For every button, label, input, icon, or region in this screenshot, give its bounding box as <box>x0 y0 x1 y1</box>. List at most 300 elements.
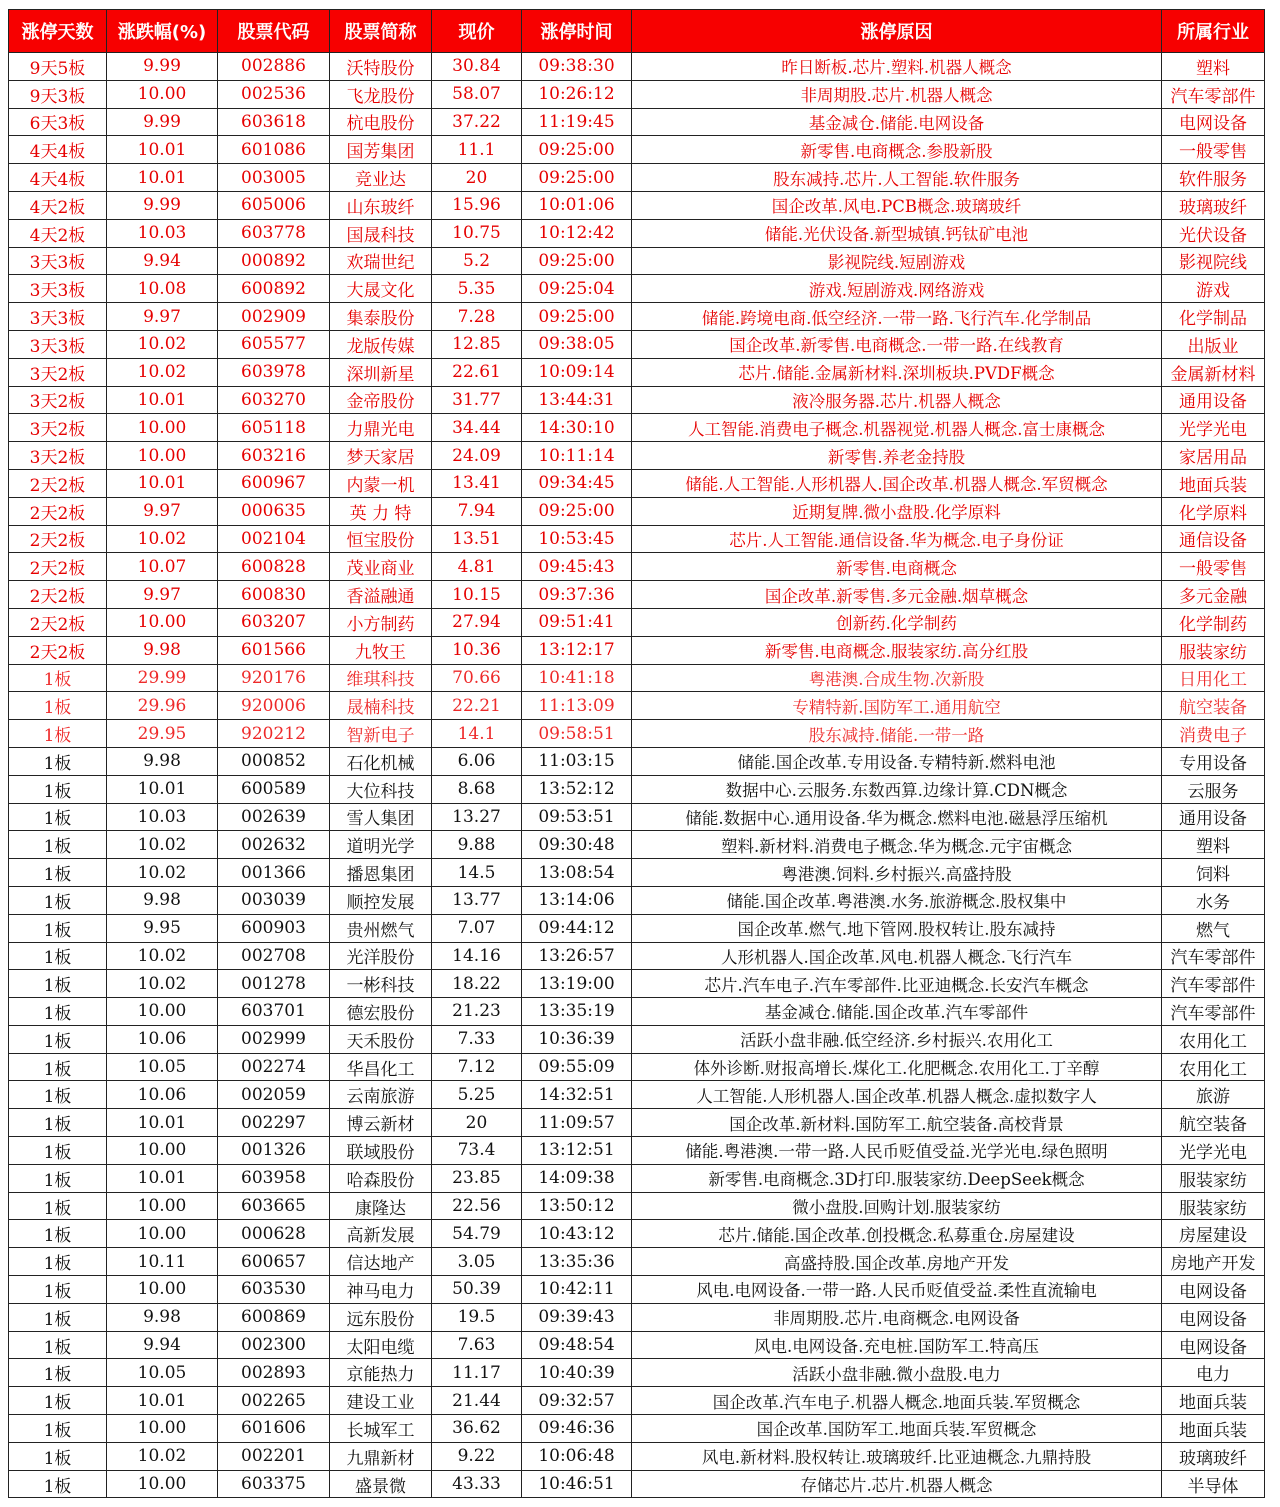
stock-code-cell: 603270 <box>218 386 330 414</box>
change-pct-cell: 10.01 <box>107 775 218 803</box>
change-pct-cell: 9.99 <box>107 191 218 219</box>
limit-days-cell: 1板 <box>9 914 107 942</box>
stock-name-cell: 飞龙股份 <box>330 80 432 108</box>
reason-cell: 昨日断板.芯片.塑料.机器人概念 <box>632 53 1162 81</box>
change-pct-cell: 10.00 <box>107 1137 218 1165</box>
price-cell: 5.25 <box>432 1081 522 1109</box>
stock-name-cell: 石化机械 <box>330 747 432 775</box>
change-pct-cell: 9.94 <box>107 1331 218 1359</box>
stock-name-cell: 国晟科技 <box>330 219 432 247</box>
reason-cell: 活跃小盘非融.低空经济.乡村振兴.农用化工 <box>632 1025 1162 1053</box>
industry-cell: 影视院线 <box>1162 247 1265 275</box>
col-header-price: 现价 <box>432 10 522 53</box>
price-cell: 31.77 <box>432 386 522 414</box>
price-cell: 7.12 <box>432 1053 522 1081</box>
table-row <box>9 1053 1265 1081</box>
reason-cell: 专精特新.国防军工.通用航空 <box>632 692 1162 720</box>
limit-days-cell: 2天2板 <box>9 469 107 497</box>
reason-cell: 国企改革.新材料.国防军工.航空装备.高校背景 <box>632 1109 1162 1137</box>
industry-cell: 一般零售 <box>1162 136 1265 164</box>
limit-time-cell: 09:25:00 <box>522 136 632 164</box>
stock-name-cell: 盛景微 <box>330 1470 432 1498</box>
change-pct-cell: 10.02 <box>107 831 218 859</box>
stock-name-cell: 小方制药 <box>330 608 432 636</box>
limit-time-cell: 13:08:54 <box>522 859 632 887</box>
stock-name-cell: 龙版传媒 <box>330 330 432 358</box>
change-pct-cell: 9.94 <box>107 247 218 275</box>
reason-cell: 国企改革.新零售.电商概念.一带一路.在线教育 <box>632 330 1162 358</box>
limit-days-cell: 1板 <box>9 1192 107 1220</box>
stock-code-cell: 002999 <box>218 1025 330 1053</box>
limit-days-cell: 1板 <box>9 831 107 859</box>
table-row <box>9 1248 1265 1276</box>
limit-days-cell: 1板 <box>9 1220 107 1248</box>
limit-time-cell: 10:11:14 <box>522 442 632 470</box>
industry-cell: 塑料 <box>1162 831 1265 859</box>
col-header-industry: 所属行业 <box>1162 10 1265 53</box>
limit-time-cell: 09:53:51 <box>522 803 632 831</box>
limit-days-cell: 9天3板 <box>9 80 107 108</box>
stock-code-cell: 603530 <box>218 1276 330 1304</box>
limit-time-cell: 09:44:12 <box>522 914 632 942</box>
limit-days-cell: 1板 <box>9 970 107 998</box>
limit-time-cell: 10:12:42 <box>522 219 632 247</box>
stock-code-cell: 600657 <box>218 1248 330 1276</box>
price-cell: 21.23 <box>432 998 522 1026</box>
limit-days-cell: 4天2板 <box>9 219 107 247</box>
change-pct-cell: 10.01 <box>107 386 218 414</box>
stock-name-cell: 高新发展 <box>330 1220 432 1248</box>
limit-days-cell: 3天2板 <box>9 442 107 470</box>
change-pct-cell: 10.06 <box>107 1025 218 1053</box>
stock-name-cell: 天禾股份 <box>330 1025 432 1053</box>
stock-name-cell: 一彬科技 <box>330 970 432 998</box>
reason-cell: 体外诊断.财报高增长.煤化工.化肥概念.农用化工.丁辛醇 <box>632 1053 1162 1081</box>
table-row <box>9 1359 1265 1387</box>
limit-time-cell: 13:35:36 <box>522 1248 632 1276</box>
stock-code-cell: 600892 <box>218 275 330 303</box>
limit-days-cell: 1板 <box>9 747 107 775</box>
industry-cell: 服装家纺 <box>1162 1192 1265 1220</box>
industry-cell: 电力 <box>1162 1359 1265 1387</box>
change-pct-cell: 10.00 <box>107 1470 218 1498</box>
industry-cell: 玻璃玻纤 <box>1162 191 1265 219</box>
stock-name-cell: 欢瑞世纪 <box>330 247 432 275</box>
price-cell: 13.27 <box>432 803 522 831</box>
stock-code-cell: 605118 <box>218 414 330 442</box>
change-pct-cell: 10.02 <box>107 1442 218 1470</box>
change-pct-cell: 10.01 <box>107 1164 218 1192</box>
limit-time-cell: 10:43:12 <box>522 1220 632 1248</box>
price-cell: 15.96 <box>432 191 522 219</box>
reason-cell: 股东减持.储能.一带一路 <box>632 720 1162 748</box>
table-row <box>9 386 1265 414</box>
col-header-reason: 涨停原因 <box>632 10 1162 53</box>
limit-time-cell: 10:46:51 <box>522 1470 632 1498</box>
limit-time-cell: 14:30:10 <box>522 414 632 442</box>
price-cell: 70.66 <box>432 664 522 692</box>
limit-days-cell: 1板 <box>9 803 107 831</box>
reason-cell: 非周期股.芯片.机器人概念 <box>632 80 1162 108</box>
table-row <box>9 80 1265 108</box>
price-cell: 43.33 <box>432 1470 522 1498</box>
limit-days-cell: 1板 <box>9 1303 107 1331</box>
price-cell: 8.68 <box>432 775 522 803</box>
price-cell: 10.75 <box>432 219 522 247</box>
reason-cell: 游戏.短剧游戏.网络游戏 <box>632 275 1162 303</box>
limit-time-cell: 14:09:38 <box>522 1164 632 1192</box>
limit-days-cell: 1板 <box>9 664 107 692</box>
stock-code-cell: 920212 <box>218 720 330 748</box>
price-cell: 27.94 <box>432 608 522 636</box>
stock-code-cell: 603207 <box>218 608 330 636</box>
limit-time-cell: 10:26:12 <box>522 80 632 108</box>
reason-cell: 风电.电网设备.充电桩.国防军工.特高压 <box>632 1331 1162 1359</box>
change-pct-cell: 10.02 <box>107 330 218 358</box>
price-cell: 73.4 <box>432 1137 522 1165</box>
limit-days-cell: 3天3板 <box>9 247 107 275</box>
table-row <box>9 497 1265 525</box>
stock-code-cell: 002893 <box>218 1359 330 1387</box>
table-row <box>9 1137 1265 1165</box>
stock-name-cell: 大位科技 <box>330 775 432 803</box>
stock-name-cell: 贵州燃气 <box>330 914 432 942</box>
stock-name-cell: 沃特股份 <box>330 53 432 81</box>
limit-days-cell: 1板 <box>9 942 107 970</box>
limit-time-cell: 11:09:57 <box>522 1109 632 1137</box>
limit-days-cell: 1板 <box>9 692 107 720</box>
limit-time-cell: 10:36:39 <box>522 1025 632 1053</box>
limit-time-cell: 09:25:00 <box>522 247 632 275</box>
stock-name-cell: 梦天家居 <box>330 442 432 470</box>
price-cell: 4.81 <box>432 553 522 581</box>
reason-cell: 储能.跨境电商.低空经济.一带一路.飞行汽车.化学制品 <box>632 303 1162 331</box>
change-pct-cell: 10.00 <box>107 80 218 108</box>
price-cell: 9.22 <box>432 1442 522 1470</box>
limit-time-cell: 10:53:45 <box>522 525 632 553</box>
industry-cell: 农用化工 <box>1162 1053 1265 1081</box>
change-pct-cell: 10.03 <box>107 219 218 247</box>
limit-days-cell: 2天2板 <box>9 497 107 525</box>
price-cell: 5.2 <box>432 247 522 275</box>
reason-cell: 国企改革.风电.PCB概念.玻璃玻纤 <box>632 191 1162 219</box>
limit-time-cell: 13:12:51 <box>522 1137 632 1165</box>
limit-time-cell: 11:13:09 <box>522 692 632 720</box>
table-row <box>9 1387 1265 1415</box>
change-pct-cell: 10.01 <box>107 136 218 164</box>
table-row <box>9 53 1265 81</box>
table-row <box>9 525 1265 553</box>
price-cell: 7.28 <box>432 303 522 331</box>
change-pct-cell: 9.99 <box>107 53 218 81</box>
table-row <box>9 1081 1265 1109</box>
limit-time-cell: 09:45:43 <box>522 553 632 581</box>
stock-name-cell: 英 力 特 <box>330 497 432 525</box>
price-cell: 7.63 <box>432 1331 522 1359</box>
stock-name-cell: 山东玻纤 <box>330 191 432 219</box>
stock-code-cell: 603778 <box>218 219 330 247</box>
change-pct-cell: 10.02 <box>107 358 218 386</box>
price-cell: 10.36 <box>432 636 522 664</box>
header-row <box>9 10 1265 53</box>
stock-name-cell: 太阳电缆 <box>330 1331 432 1359</box>
change-pct-cell: 9.99 <box>107 108 218 136</box>
table-row <box>9 442 1265 470</box>
table-row <box>9 775 1265 803</box>
limit-time-cell: 09:39:43 <box>522 1303 632 1331</box>
stock-name-cell: 京能热力 <box>330 1359 432 1387</box>
table-row <box>9 859 1265 887</box>
reason-cell: 创新药.化学制药 <box>632 608 1162 636</box>
reason-cell: 基金减仓.储能.国企改革.汽车零部件 <box>632 998 1162 1026</box>
stock-name-cell: 云南旅游 <box>330 1081 432 1109</box>
table-row <box>9 664 1265 692</box>
change-pct-cell: 10.08 <box>107 275 218 303</box>
limit-time-cell: 13:52:12 <box>522 775 632 803</box>
stock-name-cell: 杭电股份 <box>330 108 432 136</box>
stock-code-cell: 600903 <box>218 914 330 942</box>
price-cell: 37.22 <box>432 108 522 136</box>
limit-time-cell: 13:19:00 <box>522 970 632 998</box>
limit-time-cell: 09:48:54 <box>522 1331 632 1359</box>
industry-cell: 通用设备 <box>1162 803 1265 831</box>
price-cell: 14.16 <box>432 942 522 970</box>
limit-days-cell: 2天2板 <box>9 581 107 609</box>
stock-code-cell: 603958 <box>218 1164 330 1192</box>
stock-code-cell: 000852 <box>218 747 330 775</box>
stock-name-cell: 大晟文化 <box>330 275 432 303</box>
table-row <box>9 164 1265 192</box>
price-cell: 23.85 <box>432 1164 522 1192</box>
limit-time-cell: 13:12:17 <box>522 636 632 664</box>
limit-time-cell: 09:25:00 <box>522 497 632 525</box>
price-cell: 14.5 <box>432 859 522 887</box>
table-row <box>9 330 1265 358</box>
stock-name-cell: 建设工业 <box>330 1387 432 1415</box>
stock-code-cell: 920176 <box>218 664 330 692</box>
table-row <box>9 191 1265 219</box>
stock-code-cell: 002201 <box>218 1442 330 1470</box>
stock-name-cell: 华昌化工 <box>330 1053 432 1081</box>
stock-code-cell: 920006 <box>218 692 330 720</box>
stock-code-cell: 603216 <box>218 442 330 470</box>
table-row <box>9 1109 1265 1137</box>
limit-days-cell: 1板 <box>9 1442 107 1470</box>
industry-cell: 专用设备 <box>1162 747 1265 775</box>
stock-code-cell: 002639 <box>218 803 330 831</box>
reason-cell: 国企改革.国防军工.地面兵装.军贸概念 <box>632 1415 1162 1443</box>
limit-days-cell: 1板 <box>9 1359 107 1387</box>
reason-cell: 芯片.汽车电子.汽车零部件.比亚迪概念.长安汽车概念 <box>632 970 1162 998</box>
reason-cell: 液冷服务器.芯片.机器人概念 <box>632 386 1162 414</box>
limit-time-cell: 13:26:57 <box>522 942 632 970</box>
stock-code-cell: 001326 <box>218 1137 330 1165</box>
change-pct-cell: 10.11 <box>107 1248 218 1276</box>
table-row <box>9 998 1265 1026</box>
reason-cell: 储能.国企改革.专用设备.专精特新.燃料电池 <box>632 747 1162 775</box>
stock-code-cell: 000892 <box>218 247 330 275</box>
industry-cell: 电网设备 <box>1162 1331 1265 1359</box>
limit-days-cell: 1板 <box>9 1137 107 1165</box>
stock-code-cell: 600589 <box>218 775 330 803</box>
price-cell: 13.77 <box>432 886 522 914</box>
table-row <box>9 886 1265 914</box>
industry-cell: 电网设备 <box>1162 1303 1265 1331</box>
reason-cell: 芯片.人工智能.通信设备.华为概念.电子身份证 <box>632 525 1162 553</box>
industry-cell: 多元金融 <box>1162 581 1265 609</box>
stock-name-cell: 集泰股份 <box>330 303 432 331</box>
limit-days-cell: 1板 <box>9 720 107 748</box>
limit-time-cell: 09:30:48 <box>522 831 632 859</box>
limit-time-cell: 13:44:31 <box>522 386 632 414</box>
stock-code-cell: 002104 <box>218 525 330 553</box>
stock-name-cell: 九鼎新材 <box>330 1442 432 1470</box>
change-pct-cell: 10.05 <box>107 1053 218 1081</box>
reason-cell: 风电.电网设备.一带一路.人民币贬值受益.柔性直流输电 <box>632 1276 1162 1304</box>
table-row <box>9 553 1265 581</box>
change-pct-cell: 9.98 <box>107 747 218 775</box>
col-header-change-pct: 涨跌幅(%) <box>107 10 218 53</box>
change-pct-cell: 9.97 <box>107 303 218 331</box>
reason-cell: 储能.粤港澳.一带一路.人民币贬值受益.光学光电.绿色照明 <box>632 1137 1162 1165</box>
stock-name-cell: 恒宝股份 <box>330 525 432 553</box>
industry-cell: 房屋建设 <box>1162 1220 1265 1248</box>
stock-code-cell: 600828 <box>218 553 330 581</box>
stock-code-cell: 600967 <box>218 469 330 497</box>
limit-days-cell: 9天5板 <box>9 53 107 81</box>
change-pct-cell: 9.98 <box>107 886 218 914</box>
stock-code-cell: 001366 <box>218 859 330 887</box>
reason-cell: 风电.新材料.股权转让.玻璃玻纤.比亚迪概念.九鼎持股 <box>632 1442 1162 1470</box>
price-cell: 13.51 <box>432 525 522 553</box>
stock-code-cell: 001278 <box>218 970 330 998</box>
price-cell: 54.79 <box>432 1220 522 1248</box>
limit-days-cell: 1板 <box>9 1387 107 1415</box>
stock-name-cell: 长城军工 <box>330 1415 432 1443</box>
industry-cell: 燃气 <box>1162 914 1265 942</box>
stock-name-cell: 道明光学 <box>330 831 432 859</box>
stock-code-cell: 002708 <box>218 942 330 970</box>
limit-time-cell: 09:37:36 <box>522 581 632 609</box>
industry-cell: 电网设备 <box>1162 1276 1265 1304</box>
industry-cell: 云服务 <box>1162 775 1265 803</box>
table-row <box>9 1303 1265 1331</box>
limit-days-cell: 1板 <box>9 1109 107 1137</box>
change-pct-cell: 10.03 <box>107 803 218 831</box>
industry-cell: 地面兵装 <box>1162 469 1265 497</box>
reason-cell: 活跃小盘非融.微小盘股.电力 <box>632 1359 1162 1387</box>
table-row <box>9 108 1265 136</box>
change-pct-cell: 10.02 <box>107 525 218 553</box>
table-row <box>9 608 1265 636</box>
limit-time-cell: 13:50:12 <box>522 1192 632 1220</box>
stock-name-cell: 九牧王 <box>330 636 432 664</box>
change-pct-cell: 10.00 <box>107 442 218 470</box>
stock-code-cell: 002059 <box>218 1081 330 1109</box>
change-pct-cell: 10.00 <box>107 1192 218 1220</box>
reason-cell: 高盛持股.国企改革.房地产开发 <box>632 1248 1162 1276</box>
industry-cell: 金属新材料 <box>1162 358 1265 386</box>
industry-cell: 日用化工 <box>1162 664 1265 692</box>
reason-cell: 微小盘股.回购计划.服装家纺 <box>632 1192 1162 1220</box>
limit-days-cell: 1板 <box>9 1248 107 1276</box>
industry-cell: 出版业 <box>1162 330 1265 358</box>
stock-code-cell: 603375 <box>218 1470 330 1498</box>
stock-name-cell: 力鼎光电 <box>330 414 432 442</box>
limit-up-stock-table <box>8 9 1265 1498</box>
change-pct-cell: 10.02 <box>107 859 218 887</box>
stock-code-cell: 002300 <box>218 1331 330 1359</box>
price-cell: 22.21 <box>432 692 522 720</box>
table-row <box>9 247 1265 275</box>
stock-code-cell: 000628 <box>218 1220 330 1248</box>
industry-cell: 光学光电 <box>1162 414 1265 442</box>
stock-name-cell: 播恩集团 <box>330 859 432 887</box>
change-pct-cell: 10.00 <box>107 414 218 442</box>
table-row <box>9 914 1265 942</box>
table-row <box>9 275 1265 303</box>
limit-time-cell: 10:42:11 <box>522 1276 632 1304</box>
table-row <box>9 581 1265 609</box>
stock-name-cell: 晟楠科技 <box>330 692 432 720</box>
limit-days-cell: 1板 <box>9 1164 107 1192</box>
industry-cell: 汽车零部件 <box>1162 942 1265 970</box>
industry-cell: 化学原料 <box>1162 497 1265 525</box>
industry-cell: 汽车零部件 <box>1162 998 1265 1026</box>
industry-cell: 服装家纺 <box>1162 636 1265 664</box>
limit-time-cell: 09:32:57 <box>522 1387 632 1415</box>
table-row <box>9 970 1265 998</box>
industry-cell: 农用化工 <box>1162 1025 1265 1053</box>
change-pct-cell: 29.95 <box>107 720 218 748</box>
industry-cell: 化学制药 <box>1162 608 1265 636</box>
limit-days-cell: 3天2板 <box>9 414 107 442</box>
stock-code-cell: 603665 <box>218 1192 330 1220</box>
limit-time-cell: 11:03:15 <box>522 747 632 775</box>
table-row <box>9 747 1265 775</box>
reason-cell: 人形机器人.国企改革.风电.机器人概念.飞行汽车 <box>632 942 1162 970</box>
change-pct-cell: 29.99 <box>107 664 218 692</box>
reason-cell: 储能.数据中心.通用设备.华为概念.燃料电池.磁悬浮压缩机 <box>632 803 1162 831</box>
price-cell: 7.33 <box>432 1025 522 1053</box>
industry-cell: 光伏设备 <box>1162 219 1265 247</box>
price-cell: 22.61 <box>432 358 522 386</box>
industry-cell: 旅游 <box>1162 1081 1265 1109</box>
stock-code-cell: 600830 <box>218 581 330 609</box>
price-cell: 5.35 <box>432 275 522 303</box>
limit-time-cell: 13:14:06 <box>522 886 632 914</box>
stock-code-cell: 002274 <box>218 1053 330 1081</box>
change-pct-cell: 10.01 <box>107 164 218 192</box>
change-pct-cell: 9.98 <box>107 1303 218 1331</box>
stock-name-cell: 茂业商业 <box>330 553 432 581</box>
stock-name-cell: 神马电力 <box>330 1276 432 1304</box>
price-cell: 50.39 <box>432 1276 522 1304</box>
change-pct-cell: 10.00 <box>107 1220 218 1248</box>
industry-cell: 服装家纺 <box>1162 1164 1265 1192</box>
change-pct-cell: 9.97 <box>107 497 218 525</box>
industry-cell: 汽车零部件 <box>1162 80 1265 108</box>
limit-time-cell: 09:25:00 <box>522 303 632 331</box>
limit-days-cell: 2天2板 <box>9 525 107 553</box>
reason-cell: 芯片.储能.国企改革.创投概念.私募重仓.房屋建设 <box>632 1220 1162 1248</box>
limit-time-cell: 09:58:51 <box>522 720 632 748</box>
limit-time-cell: 09:34:45 <box>522 469 632 497</box>
reason-cell: 粤港澳.合成生物.次新股 <box>632 664 1162 692</box>
reason-cell: 数据中心.云服务.东数西算.边缘计算.CDN概念 <box>632 775 1162 803</box>
reason-cell: 国企改革.新零售.多元金融.烟草概念 <box>632 581 1162 609</box>
stock-name-cell: 深圳新星 <box>330 358 432 386</box>
